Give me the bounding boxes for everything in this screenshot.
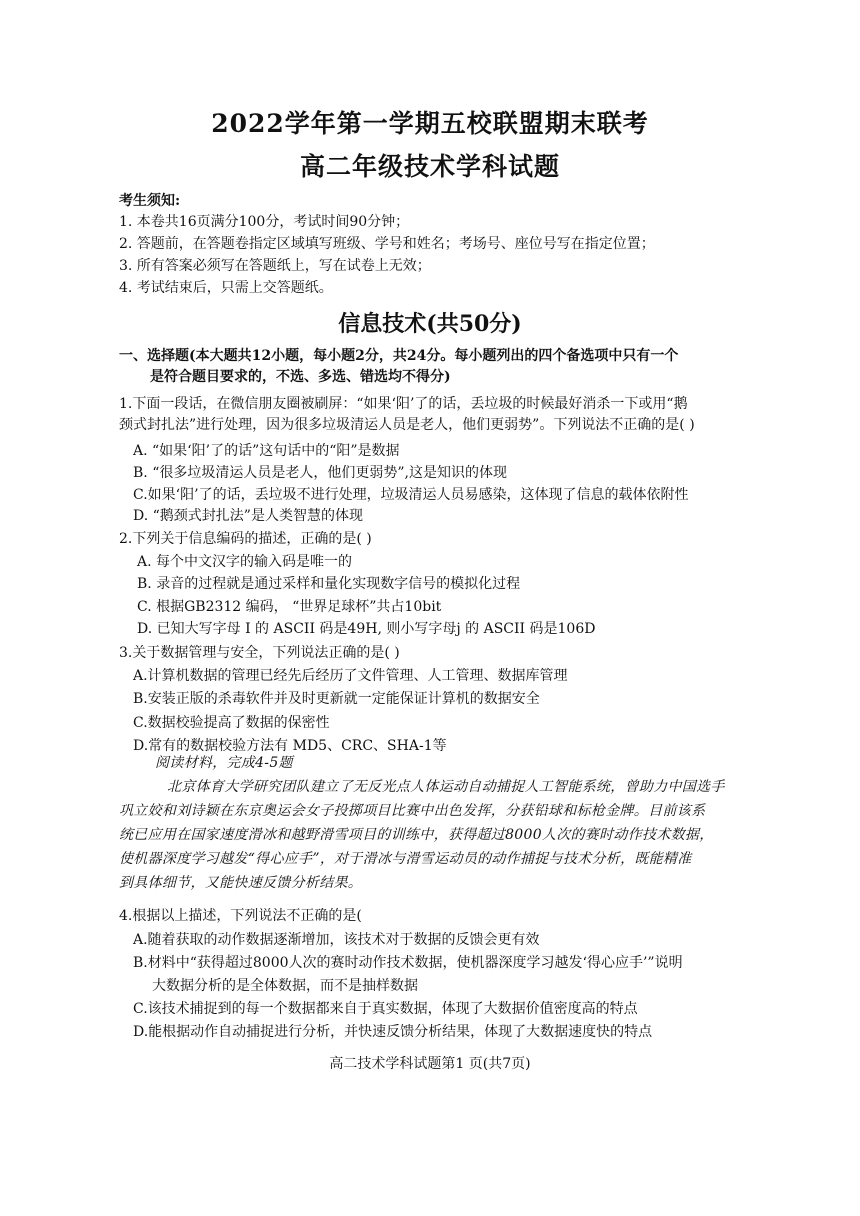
q4-option-b: B.材料中“获得超过8000人次的赛时动作技术数据，使机器深度学习越发‘得心应手’”说明 [133,955,683,971]
q2-option-d: D. 已知大写字母 I 的 ASCII 码是49H, 则小写字母j 的 ASCII 码是106D [137,621,596,637]
exam-subtitle: 高二年级技术学科试题 [299,152,560,181]
q2-option-a: A. 每个中文汉字的输入码是唯一的 [137,554,353,570]
q3-option-c: C.数据校验提高了数据的保密性 [133,715,330,731]
q1-option-d: D. “鹅颈式封扎法”是人类智慧的体现 [133,508,363,524]
q4-option-b-cont: 大数据分析的是全体数据，而不是抽样数据 [152,978,418,994]
q3-option-b: B.安装正版的杀毒软件并及时更新就一定能保证计算机的数据安全 [133,691,540,707]
q3-stem: 3.关于数据管理与安全，下列说法正确的是( ) [119,645,400,661]
page-footer: 高二技术学科试题第1 页(共7页) [329,1056,531,1072]
part-heading: 一、选择题(本大题共12小题，每小题2分，共24分。每小题列出的四个备选项中只有一个 [119,348,679,364]
q2-stem: 2.下列关于信息编码的描述，正确的是( ) [119,531,372,547]
exam-title: 2022学年第一学期五校联盟期末联考 [211,109,649,138]
notice-heading: 考生须知: [119,193,181,209]
reading-paragraph-line: 统已应用在国家速度滑冰和越野滑雪项目的训练中，获得超过8000人次的赛时动作技术数据， [119,827,714,843]
q3-option-d: D.常有的数据校验方法有 MD5、CRC、SHA-1等 [133,738,447,754]
reading-paragraph-line: 巩立姣和刘诗颖在东京奥运会女子投掷项目比赛中出色发挥，分获铅球和标枪金牌。目前该系 [119,803,706,819]
reading-paragraph-line: 使机器深度学习越发“得心应手”，对于滑冰与滑雪运动员的动作捕捉与技术分析，既能精准 [119,851,692,867]
section-title: 信息技术(共50分) [338,311,522,337]
part-heading-cont: 是符合题目要求的，不选、多选、错选均不得分) [150,369,451,385]
q2-option-c: C. 根据GB2312 编码， “世界足球杯”共占10bit [137,599,442,615]
q1-stem: 1.下面一段话，在微信朋友圈被刷屏：“如果‘阳’了的话，丢垃圾的时候最好消杀一下或用“鹅 [119,396,688,412]
notice-item: 3. 所有答案必须写在答题纸上，写在试卷上无效； [119,258,431,274]
notice-item: 2. 答题前，在答题卷指定区域填写班级、学号和姓名；考场号、座位号写在指定位置； [119,236,655,252]
q1-option-a: A. “如果‘阳’了的话”这句话中的“阳”是数据 [133,443,400,459]
q3-option-a: A.计算机数据的管理已经先后经历了文件管理、人工管理、数据库管理 [133,668,568,684]
q4-option-a: A.随着获取的动作数据逐渐增加，该技术对于数据的反馈会更有效 [133,932,540,948]
q4-stem: 4.根据以上描述，下列说法不正确的是( [119,908,362,924]
reading-paragraph-line: 北京体育大学研究团队建立了无反光点人体运动自动捕捉人工智能系统，曾助力中国选手 [167,779,725,795]
notice-item: 1. 本卷共16页满分100分，考试时间90分钟； [119,214,410,230]
q4-option-c: C.该技术捕捉到的每一个数据都来自于真实数据，体现了大数据价值密度高的特点 [133,1001,638,1017]
reading-intro: 阅读材料，完成4-5题 [155,755,293,771]
q4-option-d: D.能根据动作自动捕捉进行分析，并快速反馈分析结果，体现了大数据速度快的特点 [133,1024,653,1040]
reading-paragraph-line: 到具体细节，又能快速反馈分析结果。 [119,875,363,891]
q1-stem-cont: 颈式封扎法”进行处理，因为很多垃圾清运人员是老人，他们更弱势”。下列说法不正确的是( ) [119,417,695,433]
notice-item: 4. 考试结束后，只需上交答题纸。 [119,280,333,296]
q1-option-c: C.如果‘阳’了的话，丢垃圾不进行处理，垃圾清运人员易感染，这体现了信息的载体依附性 [133,487,689,503]
q2-option-b: B. 录音的过程就是通过采样和量化实现数字信号的模拟化过程 [137,576,521,592]
q1-option-b: B. “很多垃圾清运人员是老人，他们更弱势”,这是知识的体现 [133,465,507,481]
